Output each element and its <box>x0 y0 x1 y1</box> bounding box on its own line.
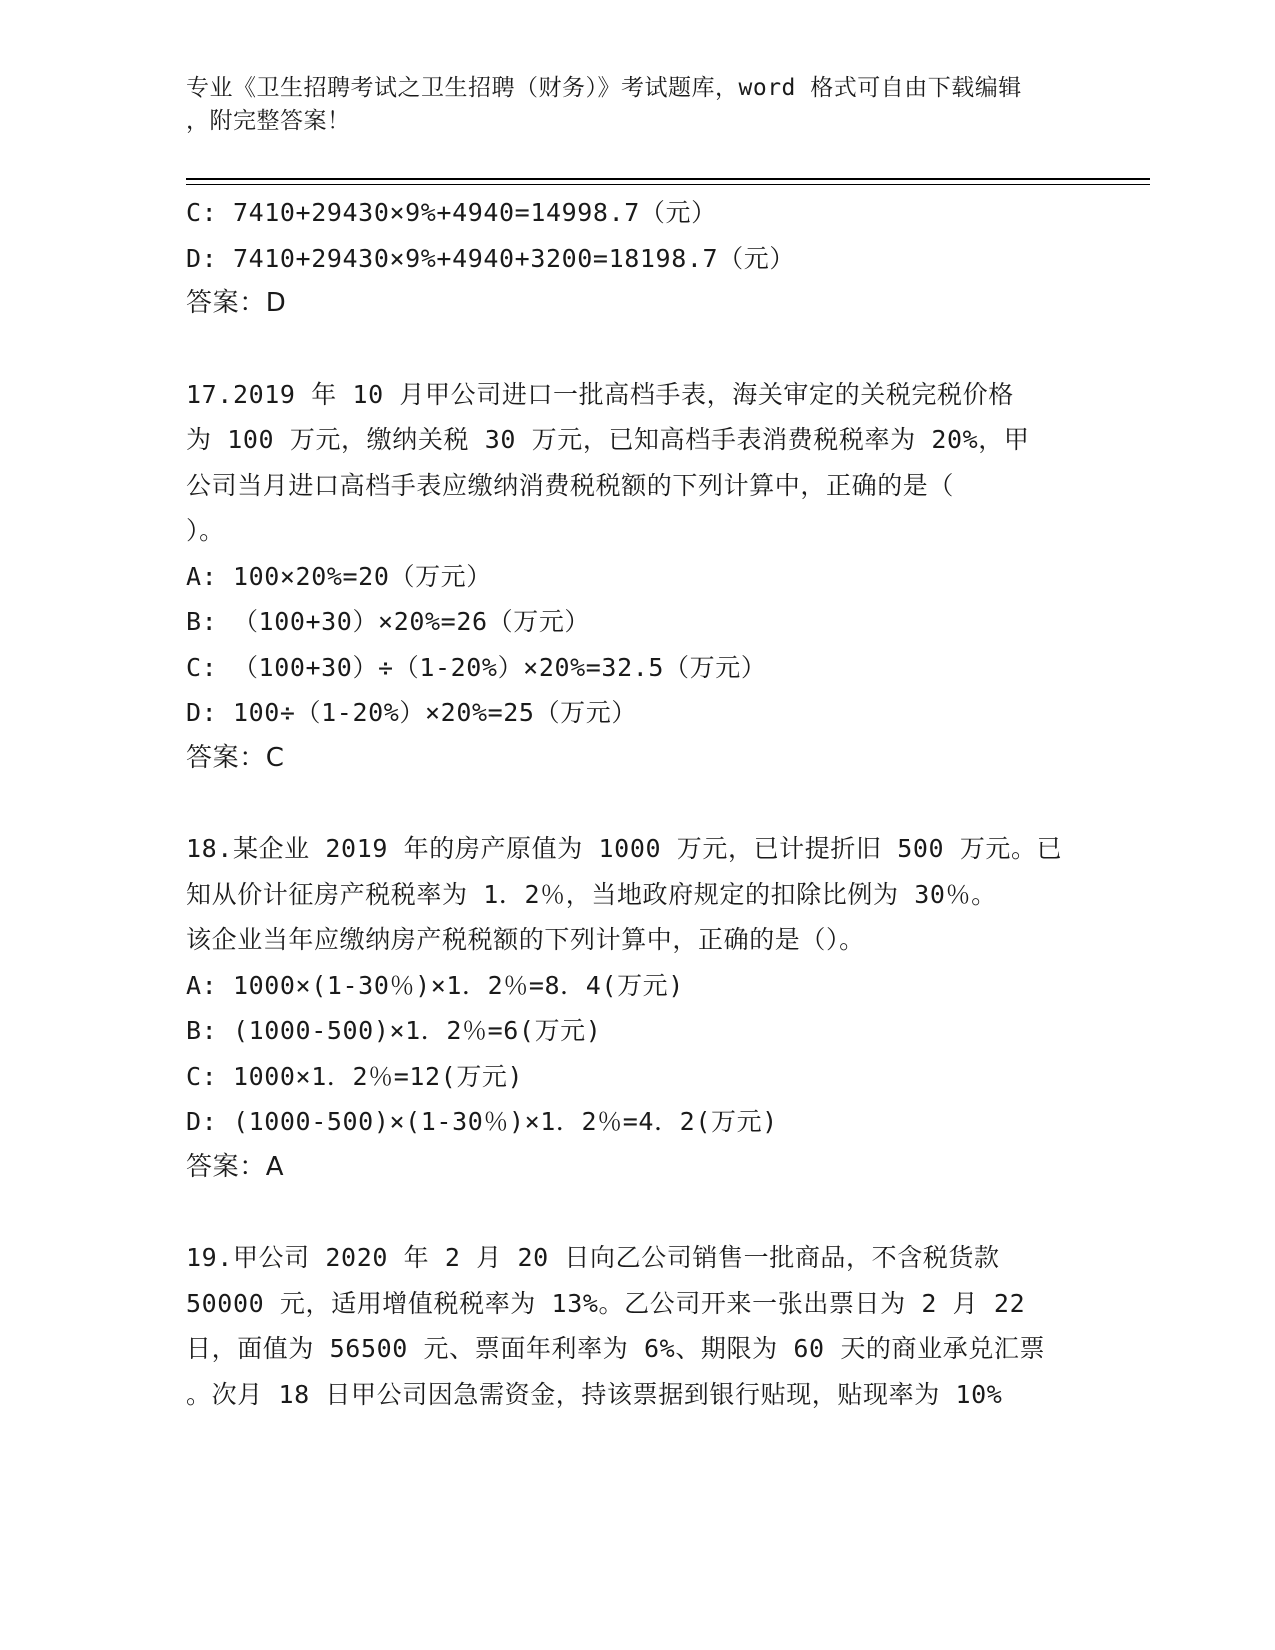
header-rule-top <box>186 178 1150 180</box>
answer: 答案：D <box>186 288 287 318</box>
document-body <box>186 190 1086 1417</box>
question-stem-line: 知从价计征房产税税率为 1．2％，当地政府规定的扣除比例为 30％。 <box>186 879 997 909</box>
option-d: D: 7410+29430×9%+4940+3200=18198.7（元） <box>186 243 795 273</box>
option-c: C: 7410+29430×9%+4940=14998.7（元） <box>186 198 717 227</box>
question-stem-line: 日，面值为 56500 元、票面年利率为 6%、期限为 60 天的商业承兑汇票 <box>186 1334 1046 1363</box>
question-stem-line: 19.甲公司 2020 年 2 月 20 日向乙公司销售一批商品，不含税货款 <box>186 1243 1000 1272</box>
question-17 <box>186 372 1086 782</box>
document-header <box>186 72 1066 138</box>
question-stem-line: 18.某企业 2019 年的房产原值为 1000 万元，已计提折旧 500 万元。已 <box>186 834 1063 863</box>
header-rule-bottom <box>186 184 1150 185</box>
question-stem-line: 。次月 18 日甲公司因急需资金，持该票据到银行贴现，贴现率为 10% <box>186 1379 1003 1409</box>
question-stem-line: 17.2019 年 10 月甲公司进口一批高档手表，海关审定的关税完税价格 <box>186 379 1014 409</box>
question-stem-line: 50000 元，适用增值税税率为 13%。乙公司开来一张出票日为 2 月 22 <box>186 1288 1026 1318</box>
option-d: D: 100÷（1-20%）×20%=25（万元） <box>186 698 637 727</box>
spacer <box>186 1190 1086 1235</box>
option-a: A: 100×20%=20（万元） <box>186 561 492 591</box>
question-stem-line: 公司当月进口高档手表应缴纳消费税税额的下列计算中，正确的是（ <box>186 470 955 500</box>
spacer <box>186 781 1086 826</box>
question-stem-line: 该企业当年应缴纳房产税税额的下列计算中，正确的是（）。 <box>186 925 865 954</box>
answer: 答案：A <box>186 1151 285 1182</box>
option-b: B: (1000-500)×1．2％=6(万元) <box>186 1016 602 1045</box>
question-stem-line: 为 100 万元，缴纳关税 30 万元，已知高档手表消费税税率为 20%，甲 <box>186 425 1030 454</box>
spacer <box>186 327 1086 372</box>
answer: 答案：C <box>186 742 285 773</box>
header-line-1: 专业《卫生招聘考试之卫生招聘（财务）》考试题库，word 格式可自由下载编辑 <box>186 75 1022 101</box>
prev-question <box>186 190 1086 327</box>
header-line-2: ，附完整答案！ <box>186 108 351 134</box>
option-a: A: 1000×(1-30％)×1．2％=8．4(万元) <box>186 970 684 1000</box>
question-19 <box>186 1235 1086 1417</box>
option-c: C: 1000×1．2％=12(万元) <box>186 1061 524 1091</box>
question-stem-line: ）。 <box>186 516 225 545</box>
option-b: B: （100+30）×20%=26（万元） <box>186 607 591 636</box>
question-18 <box>186 826 1086 1190</box>
option-d: D: (1000-500)×(1-30％)×1．2％=4．2(万元) <box>186 1107 778 1136</box>
option-c: C: （100+30）÷（1-20%）×20%=32.5（万元） <box>186 652 767 682</box>
